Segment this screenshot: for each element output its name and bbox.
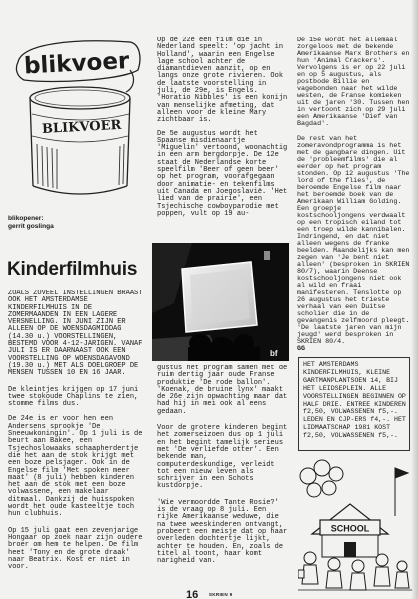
paragraph: gustus het program samen met de ruim dertig jaar oude Franse produktie 'De rode ballon'. 'Koenak, de bruine lynx' maakt de 26e zijn opwachting maar dat had hij in mei ook al eens gedaan. <box>157 365 288 416</box>
author-signature: GG <box>297 345 306 353</box>
cartoon-flag <box>395 468 408 516</box>
column-1 <box>8 290 144 592</box>
byline <box>8 215 54 231</box>
magazine-name: SKRIEN 9 <box>208 592 233 597</box>
photo-silhouettes <box>188 334 260 361</box>
school-children-cartoon-icon <box>298 454 412 592</box>
article-intro: ZOALS ZOVEEL INSTELLINGEN BRAAST OOK HET AMSTERDAMSE KINDERFILMHUIS IN DE ZOMERMAANDEN IN EEN LAGERE VERSNELLING. IN JUNI ZIJN ER ALLEEN OP DE WOENSDAGMIDDAG (14.30 u.) VOORSTELLINGEN, BESTEMD VOOR 4-12-JARIGEN. VANAF JULI IS ER DAARNAAST OOK EEN VOORSTELLING OP WOENSDAGAVOND (19.30 u.) MET ALS DOELGROEP DE MENSEN TUSSEN 10 EN 16 JAAR. <box>8 290 143 378</box>
paragraph: De kleintjes krijgen op 17 juni twee stokoude Chaplins te zien, stomme films dus. <box>8 385 139 409</box>
can-shading <box>37 144 124 189</box>
byline-name: gerrit goslinga <box>8 223 54 230</box>
can-label-text: BLIKVOER <box>41 117 122 137</box>
byline-label: blikopener: <box>8 215 44 222</box>
paragraph: De rest van het zomeravondprogramma is het met de gangbare dingen. Uit de 'probleemfilms' die al eerder op het program stonden. Op 12 augustus 'The lord of the flies', de beroemde Engelse film naar het beroemde boek van de Amerikaan William Golding. Een groepje kostschooljongens verdwaalt op een tropisch eiland tot een troep wilde kannibalen. Indringend, en dat niet alleen wegens de franke beelden. Maandelijks kan men zegen van 'Je bent niet alleen' (besproken in SKRIEN 80/7), waarin Deense kostschooljongens niet ook al wild en fraai manifesteren. Tenslotte op 26 augustus het trieste verhaal van een Duitse scholier die in de gevangenis zelfmoord pleegt. 'De laatste jaren van mijn jeugd' werd besproken in SKRIEN 80/4. <box>297 135 410 346</box>
photo-light <box>264 251 270 260</box>
column-2-bottom <box>157 365 288 585</box>
school-sign-text: SCHOOL <box>330 523 370 534</box>
film-still-photo <box>152 243 289 361</box>
paragraph: Op 15 juli gaat een zevenjarige Hongaar op zoek naar zijn oudere broer om hem te helpen. De film heet 'Tony en de grote draak' naar Beatrix. Kost er niet in voor. <box>8 526 143 572</box>
paragraph: De 15e wordt het allemaal zorgeloos met de bekende Amerikaanse Marx Brothers en hun 'Animal Crackers'. Vervolgens is er op 22 juli en op 5 augustus, als postbode Billie en vagebonden naar het wilde westen, de Franse komieken uit de jaren '30. Tussen hen in vertoont zich op 29 juli een Amerikaanse 'Dief van Bagdad'. <box>297 37 410 128</box>
column-3 <box>297 37 413 353</box>
photo-credit: bf <box>270 349 278 358</box>
paragraph: De 24e is er voor hen een Andersens sprookje 'De Sneeuwkoningin'. Op 1 juli is de beurt aan Bakee, een Tsjechoslowaaks schaapherdertje die het aan de stok krijgt met een boze pelsjager. Ook in de Engelse film 'Met spoken meer maat' (8 juli) hebben kinderen het aan de stok met een boze volwassene, een makelaar ditmaal. Dankzij de huisspoken wordt het oude kasteeltje toch hun clubhuis. <box>8 415 143 519</box>
column-2-top <box>157 37 288 241</box>
paragraph: Voor de grotere kinderen begint het zomerseizoen dus op 1 juli en het begint tamelijk serieus met 'De verliefde otter'. Een bekende man, computerdeskundige, verleidt tot een nieuw leven als schrijver in een Schots kustdorpje. <box>157 424 288 491</box>
info-box: HET AMSTERDAMS KINDERFILMHUIS, KLEINE GARTMANPLANTSOEN 14, BIJ HET LEIDSEPLEIN. ALLE VOORSTELLINGEN BEGINNEN OP HALF DRIE. ENTREE KINDEREN f2,50, VOLWASSENEN f5,-. LEDEN EN CJP-ERS f4,-. HET LIDMAATSCHAP 1981 KOST f2,50, VOLWASSENEN f5,-. <box>298 357 410 451</box>
article-title: Kinderfilmhuis <box>7 259 138 280</box>
cartoon-school-building <box>312 504 388 557</box>
photo-screen-inner <box>190 269 250 325</box>
page-number: 16 <box>186 589 199 599</box>
can-body <box>30 87 130 194</box>
paragraph: Op de 22e een film die in Nederland speelt: 'op jacht in Holland', waarin een Engelse lage school achter de diamantdieven aanzit, op en langs onze grote rivieren. Ook de laatste voorstelling in juli, de 29e, is Engels. 'Horatio Nibbles' is een konijn van menselijke afmeting, dat alleen voor de kleine Mary zichtbaar is. <box>157 37 288 125</box>
page-footer <box>186 585 232 598</box>
paragraph: De 5e augustus wordt het Spaanse misdienaartje 'Miguelin' vertoond, woonachtig in een arm bergdorpje. De 12e staat de Nederlandse korte speelfilm 'Beer of geen beer' op het program, voorafgegaan door animatie- en tekenfilms uit Canada en Joegoslavië. 'Het lied van de prairie', een Tsjechische cowboyparodie met poppen, vult op 19 au- <box>157 129 288 218</box>
cartoon-children <box>298 552 409 590</box>
can-lid <box>16 41 139 82</box>
cartoon-crowd <box>300 460 343 497</box>
logo-lid-text: blikvoer <box>23 48 130 80</box>
paragraph: 'Wie vermoordde Tante Rosie?' is de vraag op 8 juli. Een rijke Amerikaanse weduwe, die na twee weeskinderen ontvangt, probeert een meisje dat op haar overleden dochtertje lijkt, achter te houden. En, zoals de titel al toont, haar komt narigheid van. <box>157 498 288 566</box>
blikvoer-logo-icon <box>12 18 144 198</box>
